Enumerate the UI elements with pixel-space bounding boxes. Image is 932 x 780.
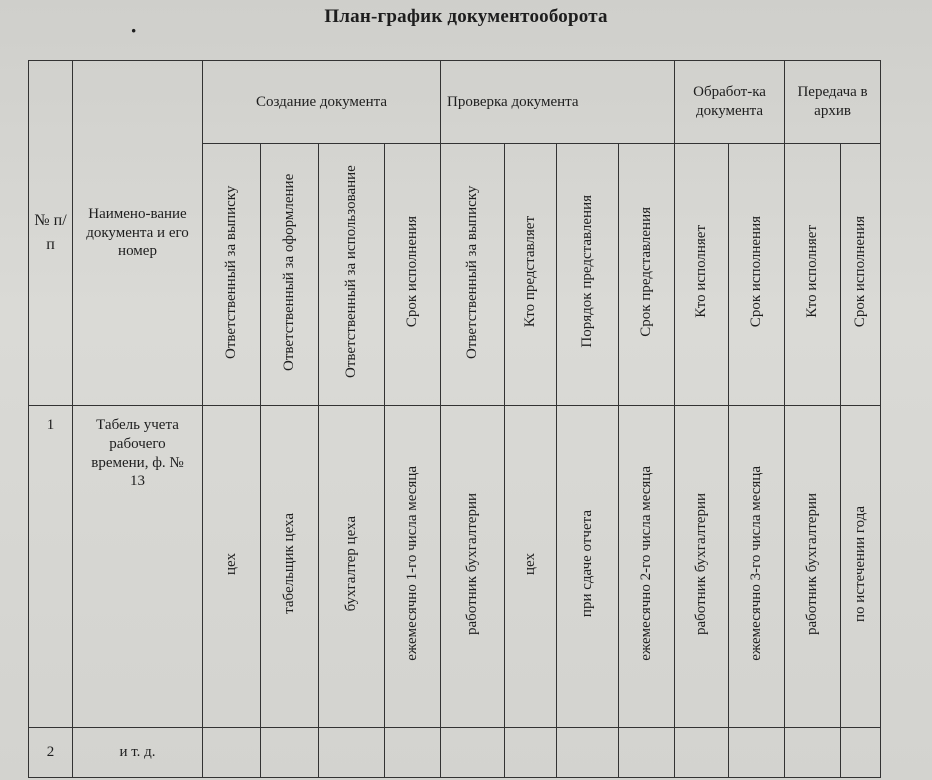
sub-archive-deadline-label: Срок исполнения bbox=[852, 216, 869, 328]
row-num: 2 bbox=[29, 728, 73, 778]
sub-archive-who bbox=[785, 144, 841, 406]
cell-processing-who-text: работник бухгалтерии bbox=[693, 492, 710, 635]
sub-creation-resp-issue-label: Ответственный за выписку bbox=[223, 184, 240, 359]
sub-check-order bbox=[557, 144, 619, 406]
sub-archive-who-label: Кто исполняет bbox=[804, 225, 821, 318]
sub-check-deadline-label: Срок представления bbox=[638, 206, 655, 337]
sub-check-who-submits-label: Кто представляет bbox=[522, 216, 539, 328]
sub-check-resp-issue-label: Ответственный за выписку bbox=[464, 184, 481, 359]
header-name-label: Наимено-вание документа и его номер bbox=[86, 205, 189, 260]
sub-check-order-label: Порядок представления bbox=[579, 195, 596, 348]
header-creation: Создание документа bbox=[203, 61, 441, 144]
sub-archive-deadline bbox=[841, 144, 881, 406]
cell-creation-resp-issue bbox=[203, 406, 261, 728]
header-archive-label: Передача в архив bbox=[797, 84, 868, 119]
header-group-row bbox=[29, 61, 881, 144]
cell-processing-who bbox=[675, 406, 729, 728]
row-doc-name-text: Табель учета рабочего времени, ф. № 13 bbox=[91, 417, 184, 490]
cell-check-resp-issue bbox=[441, 406, 505, 728]
header-archive bbox=[785, 61, 881, 144]
cell-check-who-submits bbox=[505, 406, 557, 728]
empty-cell bbox=[729, 728, 785, 778]
empty-cell bbox=[619, 728, 675, 778]
empty-cell bbox=[261, 728, 319, 778]
cell-archive-who bbox=[785, 406, 841, 728]
empty-cell bbox=[675, 728, 729, 778]
cell-check-resp-issue-text: работник бухгалтерии bbox=[464, 492, 481, 635]
cell-creation-resp-format-text: табельщик цеха bbox=[281, 513, 298, 615]
sub-check-who-submits bbox=[505, 144, 557, 406]
cell-check-order-text: при сдаче отчета bbox=[579, 510, 596, 618]
empty-cell bbox=[841, 728, 881, 778]
sub-creation-resp-issue bbox=[203, 144, 261, 406]
header-num bbox=[29, 61, 73, 406]
empty-cell bbox=[319, 728, 385, 778]
header-processing bbox=[675, 61, 785, 144]
sub-creation-deadline bbox=[385, 144, 441, 406]
header-num-label: № п/п bbox=[34, 212, 67, 253]
sub-creation-resp-use bbox=[319, 144, 385, 406]
sub-creation-deadline-label: Срок исполнения bbox=[404, 216, 421, 328]
row-num: 1 bbox=[29, 406, 73, 728]
empty-cell bbox=[505, 728, 557, 778]
cell-creation-deadline bbox=[385, 406, 441, 728]
sub-check-resp-issue bbox=[441, 144, 505, 406]
cell-archive-who-text: работник бухгалтерии bbox=[804, 492, 821, 635]
cell-creation-resp-format bbox=[261, 406, 319, 728]
header-processing-label: Обработ-ка документа bbox=[693, 84, 766, 119]
empty-cell bbox=[441, 728, 505, 778]
cell-creation-resp-use bbox=[319, 406, 385, 728]
cell-check-order bbox=[557, 406, 619, 728]
cell-check-who-submits-text: цех bbox=[522, 552, 539, 575]
cell-creation-resp-issue-text: цех bbox=[223, 552, 240, 575]
table-row bbox=[29, 728, 881, 778]
sub-creation-resp-use-label: Ответственный за использование bbox=[343, 165, 360, 379]
table-row bbox=[29, 406, 881, 728]
empty-cell bbox=[557, 728, 619, 778]
empty-cell bbox=[203, 728, 261, 778]
stray-dot-mark: · bbox=[130, 18, 138, 43]
sub-creation-resp-format bbox=[261, 144, 319, 406]
sub-processing-deadline bbox=[729, 144, 785, 406]
empty-cell bbox=[385, 728, 441, 778]
cell-archive-deadline-text: по истечении года bbox=[852, 505, 869, 622]
header-check: Проверка документа bbox=[441, 61, 675, 144]
header-name bbox=[73, 61, 203, 406]
cell-creation-deadline-text: ежемесячно 1-го числа месяца bbox=[404, 466, 421, 662]
sub-creation-resp-format-label: Ответственный за оформление bbox=[281, 173, 298, 371]
empty-cell bbox=[785, 728, 841, 778]
row-doc-name bbox=[73, 406, 203, 728]
document-flow-table bbox=[28, 60, 881, 778]
cell-processing-deadline bbox=[729, 406, 785, 728]
cell-check-deadline bbox=[619, 406, 675, 728]
cell-archive-deadline bbox=[841, 406, 881, 728]
cell-processing-deadline-text: ежемесячно 3-го числа месяца bbox=[748, 466, 765, 662]
sub-processing-deadline-label: Срок исполнения bbox=[748, 216, 765, 328]
sub-processing-who bbox=[675, 144, 729, 406]
cell-check-deadline-text: ежемесячно 2-го числа месяца bbox=[638, 466, 655, 662]
row-doc-name: и т. д. bbox=[73, 728, 203, 778]
page-title: План-график документооборота bbox=[324, 6, 608, 27]
cell-creation-resp-use-text: бухгалтер цеха bbox=[343, 515, 360, 612]
sub-processing-who-label: Кто исполняет bbox=[693, 225, 710, 318]
sub-check-deadline bbox=[619, 144, 675, 406]
